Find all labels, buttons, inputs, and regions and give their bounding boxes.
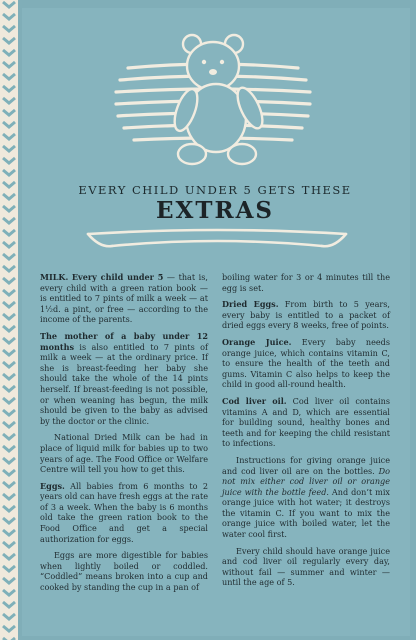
paragraph-text: National Dried Milk can be had in place of liquid milk for babies up to two years of age. The Food Office or Welfare Centre will tell you how to get this.: [40, 432, 208, 475]
dried-eggs-paragraph: [222, 299, 390, 331]
boiling-paragraph: [222, 272, 390, 293]
eggs-paragraph: [40, 481, 208, 545]
paragraph-text: — that is, every child with a green ration book — is entitled to 7 pints of milk a week — at 1½d. a pint, or free — according to the income of the parents.: [40, 272, 208, 325]
right-column: [222, 272, 390, 594]
orange-juice-paragraph: [222, 337, 390, 390]
paragraph-text: Every baby needs orange juice, which contains vitamin C, to ensure the health of the teeth and gums. Vitamin C also helps to keep the child in good all-round health.: [222, 336, 390, 390]
paragraph-tail: And don’t mix orange juice with hot water; it destroys the vitamin C. If you want to mix the orange juice with boiled water, let the water cool first.: [222, 486, 390, 540]
paragraph-text: Eggs are more digestible for babies when lightly boiled or coddled. “Coddled” means broken into a cup and cooked by standing the cup in a pan of: [40, 550, 208, 593]
teddy-bear-icon: [108, 30, 318, 180]
paragraph-text: Cod liver oil contains vitamins A and D, which are essential for building sound, healthy bones and teeth and for keeping the child resistant to infections.: [222, 395, 390, 449]
dried-milk-paragraph: [40, 432, 208, 474]
paragraph-italic: Do not mix either cod liver oil or orange juice with the bottle feed.: [222, 465, 390, 497]
ribbon-flourish-icon: [82, 220, 352, 256]
coddled-paragraph: [40, 550, 208, 592]
headline: EVERY CHILD UNDER 5 GETS THESE: [78, 183, 352, 197]
cod-liver-oil-paragraph: [222, 396, 390, 449]
paragraph-text: All babies from 6 months to 2 years old can have fresh eggs at the rate of 3 a week. When the baby is 6 months old take the green ration book to the Food Office and get a special authorization for eggs.: [40, 480, 208, 544]
paragraph-lead: Dried Eggs.: [222, 299, 279, 310]
paragraph-text: Instructions for giving orange juice and cod liver oil are on the bottles.: [222, 454, 390, 476]
chevron-pattern-icon: [0, 0, 18, 640]
paragraph-text: is also entitled to 7 pints of milk a week — at the ordinary price. If she is breast-feeding her baby she should take the whole of the 14 pints herself. If breast-feeding is not possible, or when weaning has begun, the milk should be given to the baby as advised by the doctor or the clinic.: [40, 341, 208, 426]
paragraph-sublead: Every child under 5: [71, 272, 164, 282]
daily-paragraph: [222, 546, 390, 588]
paragraph-lead: MILK.: [40, 272, 69, 282]
milk-paragraph: [40, 272, 208, 325]
left-column: [40, 272, 208, 599]
mother-paragraph: [40, 331, 208, 426]
paragraph-lead: The mother of a baby under 12 months: [40, 330, 208, 352]
paragraph-text: Every child should have orange juice and cod liver oil regularly every day, without fail — summer and winter — until the age of 5.: [222, 545, 390, 588]
paragraph-lead: Cod liver oil.: [222, 395, 287, 406]
paragraph-text: From birth to 5 years, every baby is entitled to a packet of dried eggs every 8 weeks, free of points.: [222, 299, 390, 331]
paragraph-lead: Eggs.: [40, 480, 65, 491]
instructions-paragraph: [222, 455, 390, 540]
chevron-border: [0, 0, 18, 640]
paragraph-text: boiling water for 3 or 4 minutes till the egg is set.: [222, 272, 390, 293]
page-title: EXTRAS: [155, 197, 275, 224]
paragraph-lead: Orange Juice.: [222, 336, 292, 347]
